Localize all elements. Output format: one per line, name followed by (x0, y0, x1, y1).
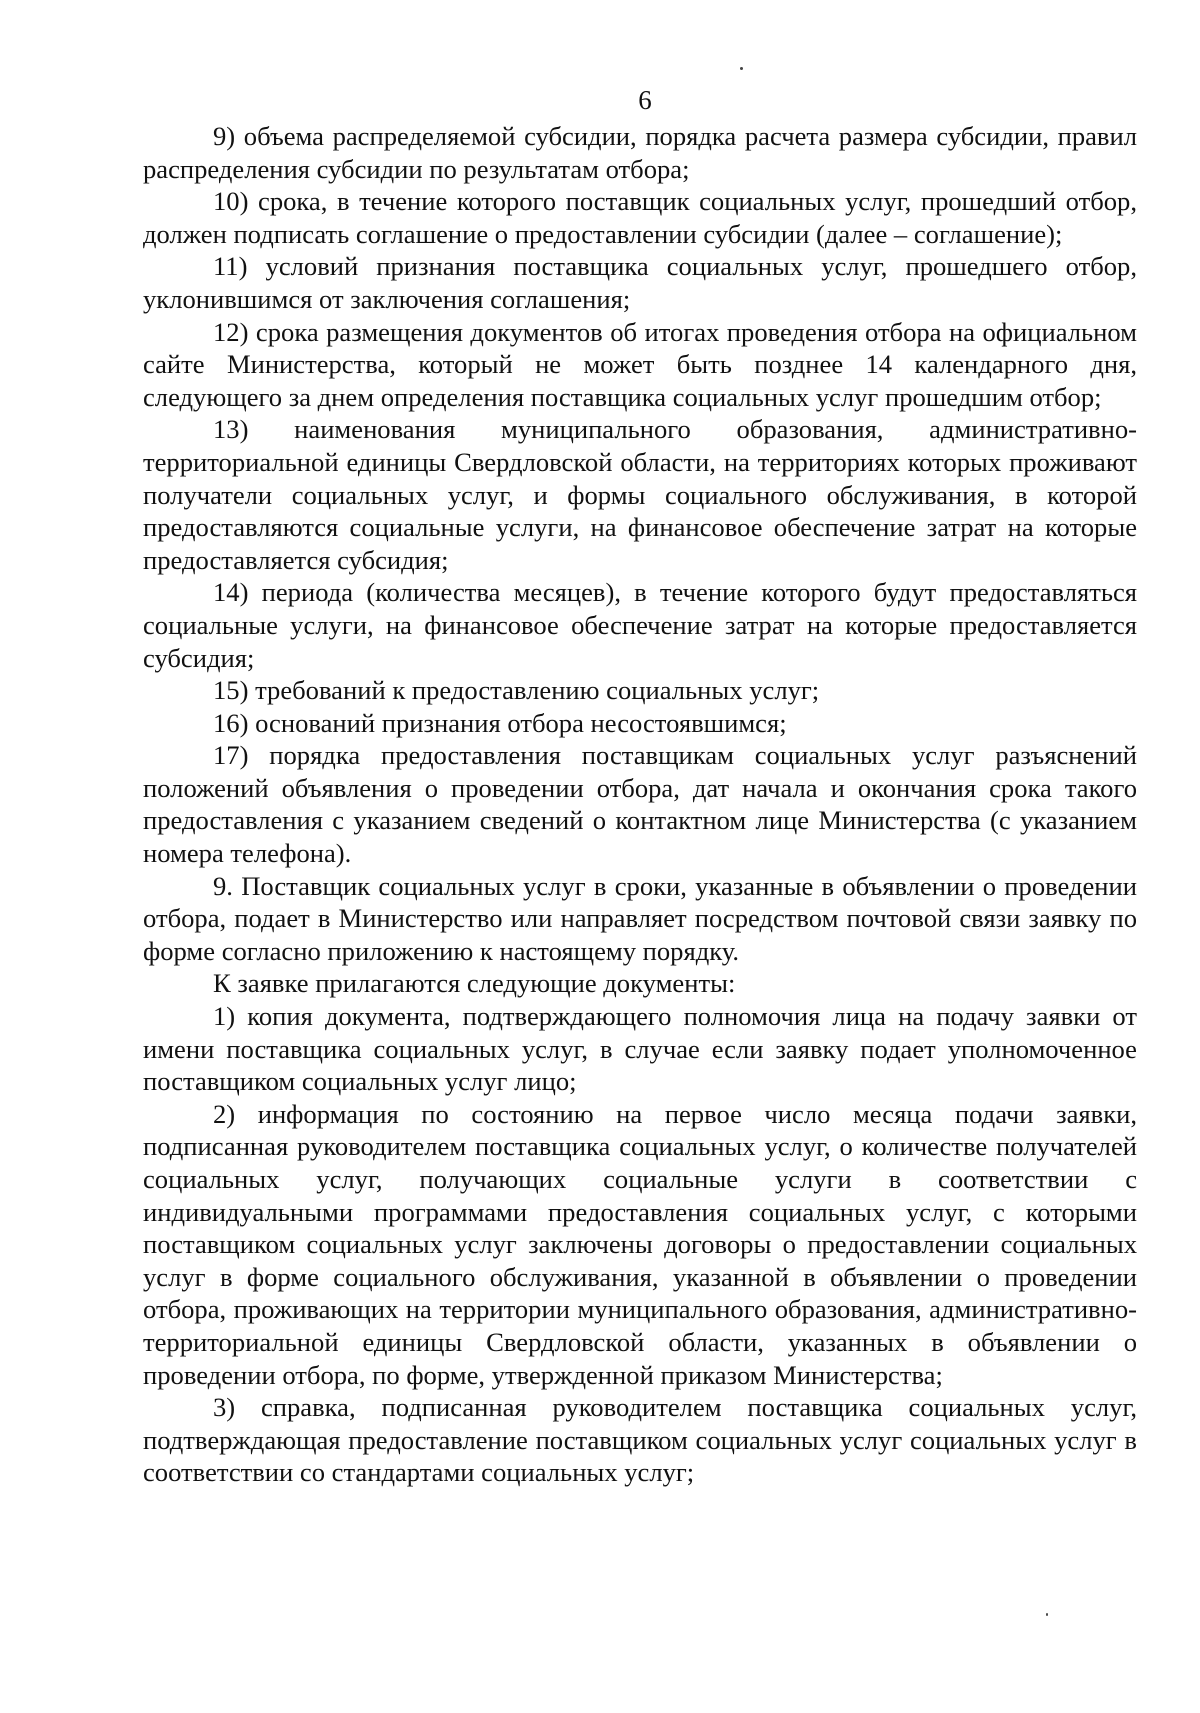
paragraph: 2) информация по состоянию на первое число месяца подачи заявки, подписанная руководителем поставщика социальных услуг, о количестве получателей социальных услуг, получающих социальные услуги в соответствии с индивидуальными программами предоставления социальных услуг, с которыми поставщиком социальных услуг заключены договоры о предоставлении социальных услуг в форме социального обслуживания, указанной в объявлении о проведении отбора, проживающих на территории муниципального образования, административно-территориальной единицы Свердловской области, указанных в объявлении о проведении отбора, по форме, утвержденной приказом Министерства; (143, 1098, 1137, 1390)
paragraph: 13) наименования муниципального образования, административно-территориальной единицы Свердловской области, на территориях которых проживают получатели социальных услуг, и формы социального обслуживания, в которой предоставляются социальные услуги, на финансовое обеспечение затрат на которые предоставляется субсидия; (143, 414, 1137, 575)
paragraph: 12) срока размещения документов об итогах проведения отбора на официальном сайте Министерства, который не может быть позднее 14 календарного дня, следующего за днем определения поставщика социальных услуг прошедшим отбор; (143, 316, 1137, 412)
paragraph: 14) периода (количества месяцев), в течение которого будут предоставляться социальные услуги, на финансовое обеспечение затрат на которые предоставляется субсидия; (143, 577, 1137, 673)
paragraph: К заявке прилагаются следующие документы: (213, 968, 736, 999)
paragraph: 16) оснований признания отбора несостоявшимся; (213, 707, 787, 738)
paragraph: 9) объема распределяемой субсидии, порядка расчета размера субсидии, правил распределения субсидии по результатам отбора; (143, 121, 1137, 184)
document-body (143, 120, 1137, 1489)
scan-speck (1046, 1613, 1048, 1616)
paragraph: 3) справка, подписанная руководителем поставщика социальных услуг, подтверждающая предоставление поставщиком социальных услуг социальных услуг в соответствии со стандартами социальных услуг; (143, 1392, 1137, 1488)
paragraph: 10) срока, в течение которого поставщик социальных услуг, прошедший отбор, должен подписать соглашение о предоставлении субсидии (далее – соглашение); (143, 186, 1137, 249)
document-page (143, 78, 1137, 1489)
scan-speck (740, 67, 743, 70)
paragraph: 9. Поставщик социальных услуг в сроки, указанные в объявлении о проведении отбора, подает в Министерство или направляет посредством почтовой связи заявку по форме согласно приложению к настоящему порядку. (143, 870, 1137, 966)
paragraph: 15) требований к предоставлению социальных услуг; (213, 675, 820, 706)
page-number: 6 (638, 85, 652, 115)
paragraph: 1) копия документа, подтверждающего полномочия лица на подачу заявки от имени поставщика социальных услуг, в случае если заявку подает уполномоченное поставщиком социальных услуг лицо; (143, 1001, 1137, 1097)
paragraph: 11) условий признания поставщика социальных услуг, прошедшего отбор, уклонившимся от заключения соглашения; (143, 251, 1137, 314)
paragraph: 17) порядка предоставления поставщикам социальных услуг разъяснений положений объявления о проведении отбора, дат начала и окончания срока такого предоставления с указанием сведений о контактном лице Министерства (с указанием номера телефона). (143, 740, 1137, 869)
